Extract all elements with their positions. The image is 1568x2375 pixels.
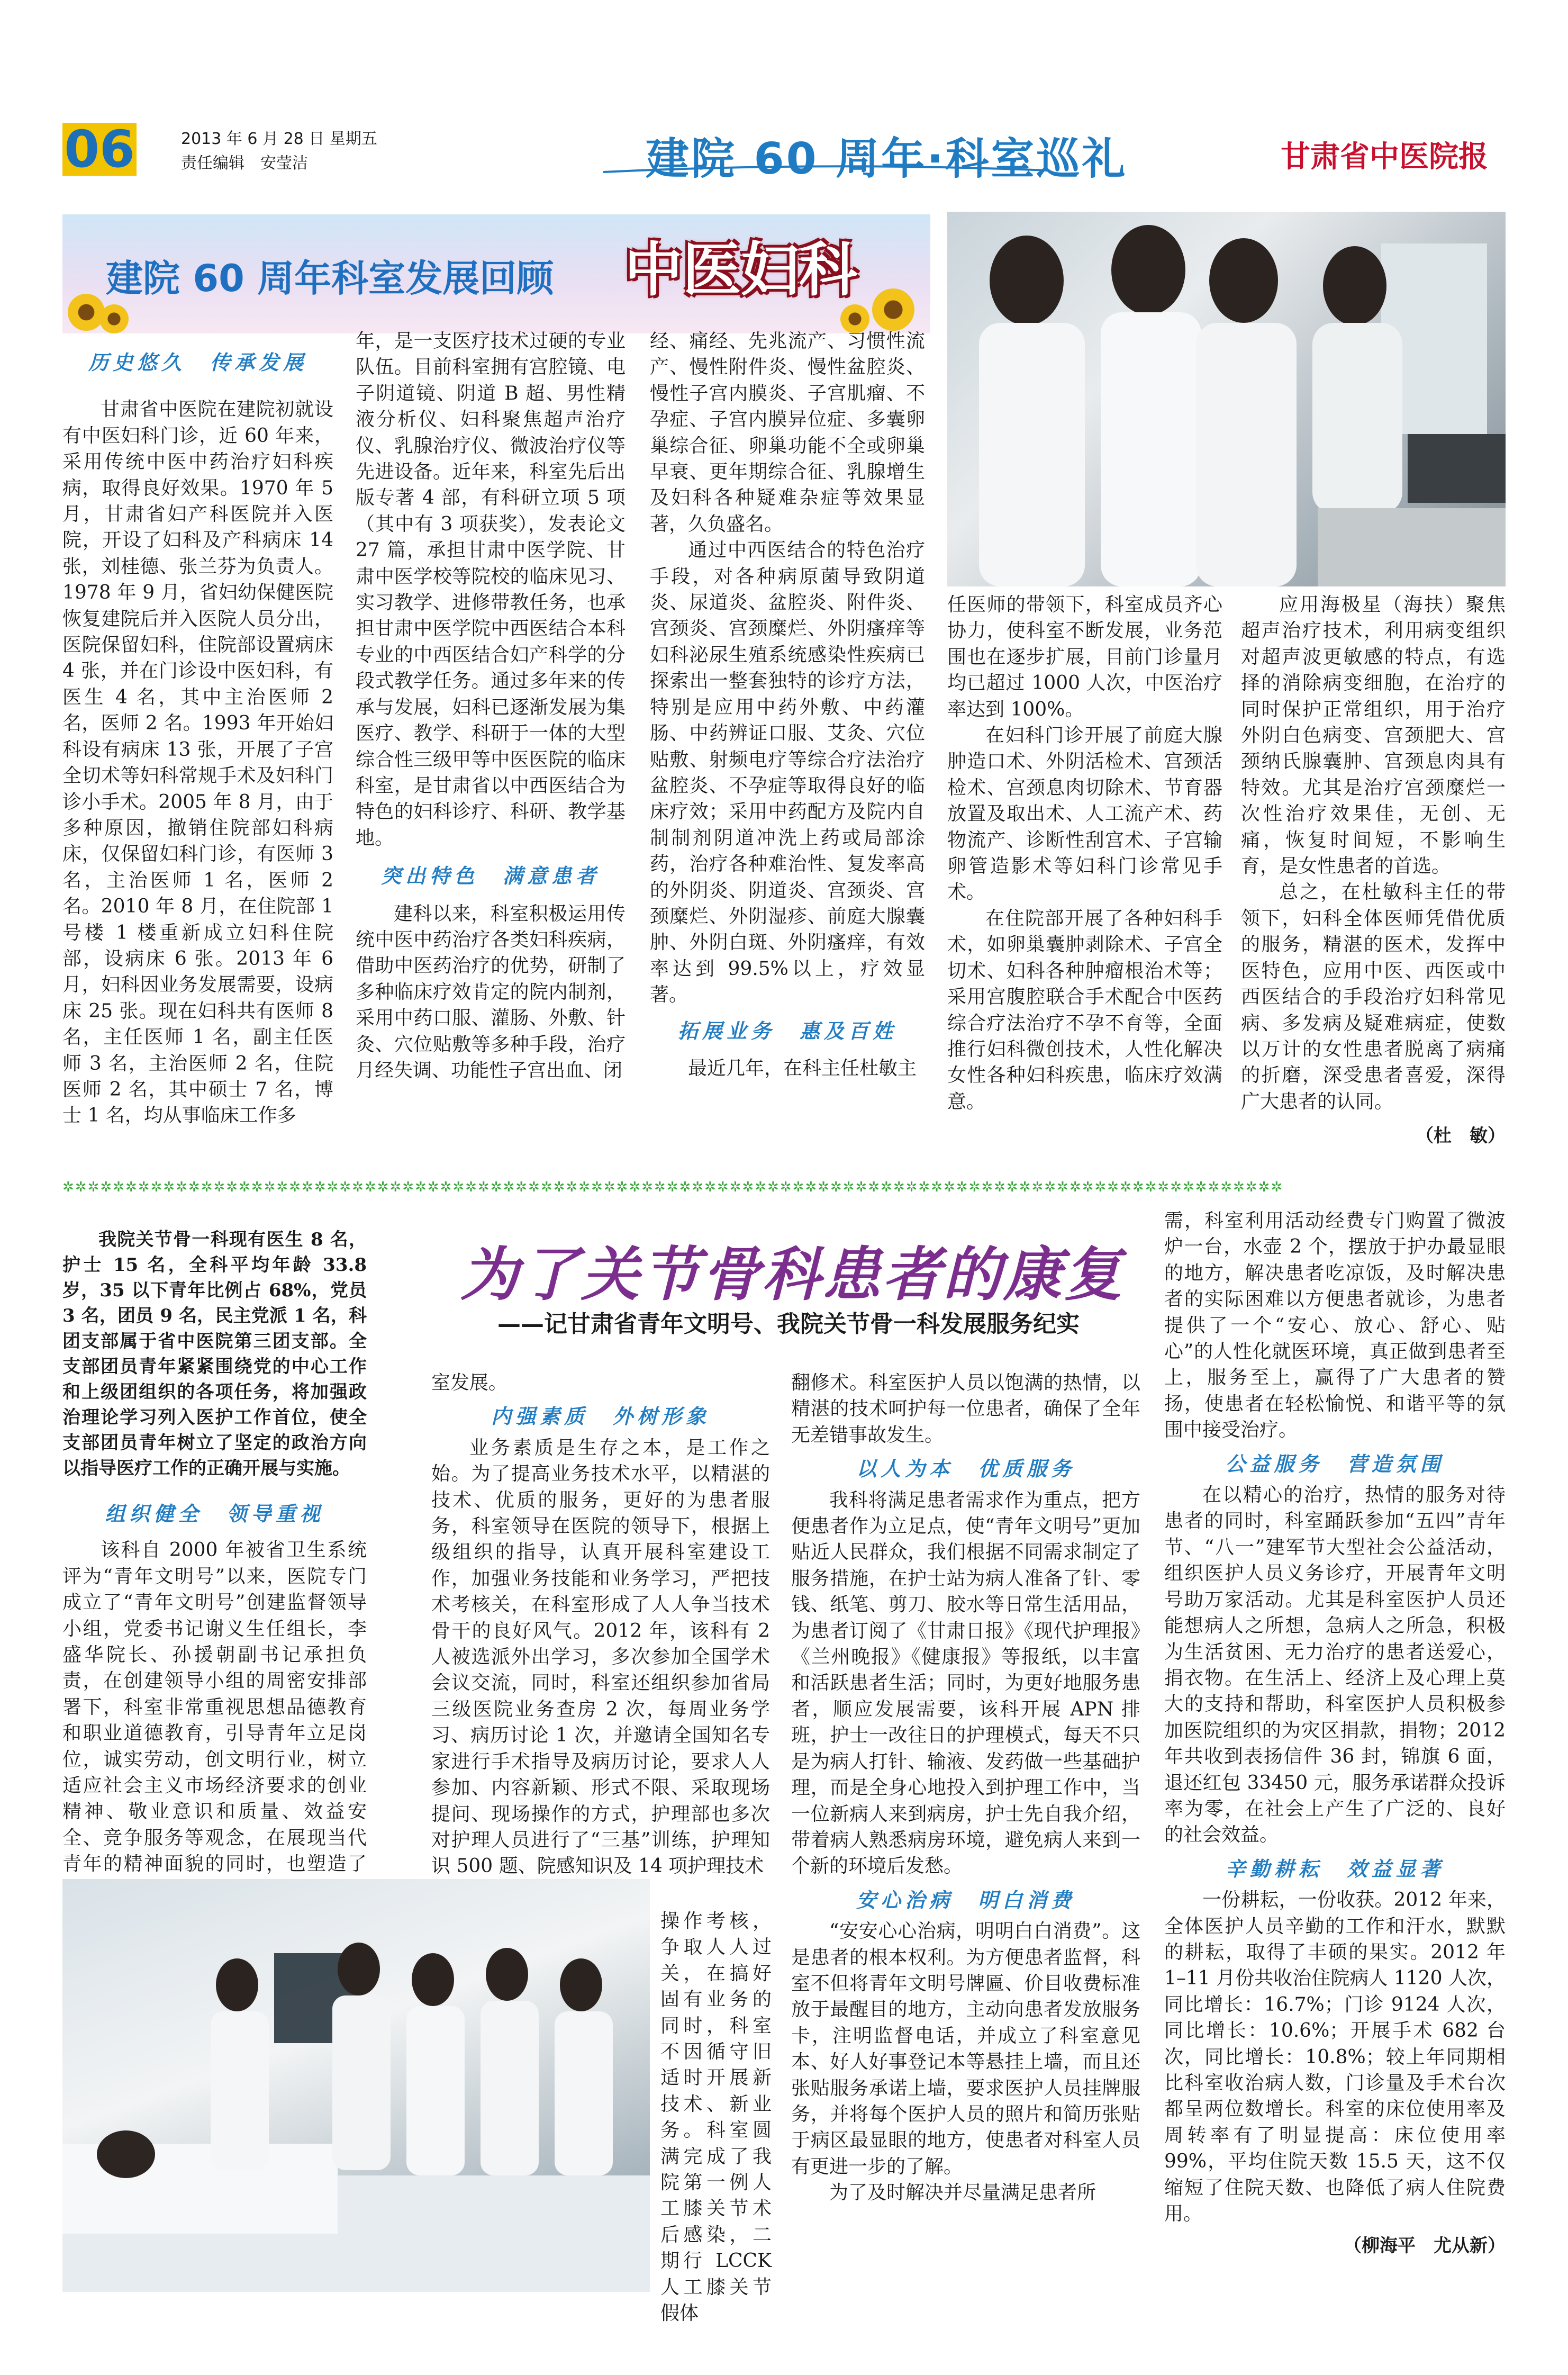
paragraph: 需，科室利用活动经费专门购置了微波炉一台，水壶 2 个，摆放于护办最显眼的地方，解决患者吃凉饭，及时解决患者的实际困难以方便患者就诊，为患者提供了一个“安心、放心、舒心、贴心”的人性化就医环境，真正做到患者至上，服务至上，赢得了广大患者的赞扬，使患者在轻松愉悦、和谐平等的氛围中接受治疗。	[1164, 1210, 1506, 1441]
section-subhead: 公益服务 营造氛围	[1225, 1451, 1445, 1476]
section-subhead: 安心治病 明白消费	[856, 1888, 1075, 1912]
issue-info	[181, 127, 377, 176]
ward-rounds-illustration	[62, 1879, 650, 2292]
paragraph: 在以精心的治疗，热情的服务对待患者的同时，科室踊跃参加“五四”青年节、“八一”建军节大型社会公益活动，组织医护人员义务诊疗，开展青年文明号助万家活动。尤其是科室医护人员还能想病人之所想，急病人之所急，积极为生活贫困、无力治疗的患者送爱心，捐衣物。在生活上、经济上及心理上莫大的支持和帮助，科室医护人员积极参加医院组织的为灾区捐款，捐物；2012 年共收到表扬信件 36 封，锦旗 6 面，退还红包 33450 元，服务承诺群众投诉率为零，在社会上产生了广泛的、良好的社会效益。	[1164, 1484, 1506, 1846]
paragraph: 总之，在杜敏科主任的带领下，妇科全体医师凭借优质的服务，精湛的医术，发挥中医特色，应用中医、西医或中西医结合的手段治疗妇科常见病、多发病及疑难病症，使数以万计的女性患者脱离了病痛的折磨，深受患者喜爱，深得广大患者的认同。	[1241, 881, 1506, 1113]
paragraph: 室发展。	[431, 1372, 508, 1394]
section-subhead: 突出特色 满意患者	[380, 864, 600, 888]
section-title-swoosh	[603, 164, 1048, 175]
paragraph: 我科将满足患者需求作为重点，把方便患者作为立足点，使“青年文明号”更加贴近人民群众，我们根据不同需求制定了服务措施，在护士站为病人准备了针、零钱、纸笔、剪刀、胶水等日常生活用品，为患者订阅了《甘肃日报》《现代护理报》《兰州晚报》《健康报》等报纸，以丰富和活跃患者生活；同时，为更好地服务患者，顺应发展需要，该科开展 APN 排班，护士一改往日的护理模式，每天不只是为病人打针、输液、发药做一些基础护理，而是全身心地投入到护理工作中，当一位新病人来到病房，护士先自我介绍，带着病人熟悉病房环境，避免病人来到一个新的环境后发愁。	[791, 1489, 1140, 1877]
sunflower-decoration	[99, 304, 129, 333]
article-column-2	[431, 1370, 770, 1880]
paragraph: 一份耕耘，一份收获。2012 年来，全体医护人员辛勤的工作和汗水，默默的耕耘，取得了丰硕的果实。2012 年 1–11 月份共收治住院病人 1120 人次，同比增长：16.7%；门诊 9124 人次，同比增长：10.6%；开展手术 682 台次，同比增长：10.8%；较上年同期相比科室收治病人数，门诊量及手术台次都呈两位数增长。科室的床位使用率及周转率有了明显提高：床位使用率 99%，平均住院天数 15.5 天，这不仅缩短了住院天数、也降低了病人住院费用。	[1164, 1889, 1506, 2225]
section-subhead: 辛勤耕耘 效益显著	[1225, 1856, 1445, 1881]
sunflower-decoration	[872, 288, 914, 331]
article-subheadline: ——记甘肃省青年文明号、我院关节骨一科发展服务纪实	[497, 1311, 1080, 1338]
author-byline: （杜 敏）	[1416, 1125, 1506, 1147]
paragraph: 翻修术。科室医护人员以饱满的热情，以精湛的技术呵护每一位患者，确保了全年无差错事故发生。	[791, 1372, 1140, 1446]
paragraph: 任医师的带领下，科室成员齐心协力，使科室不断发展，业务范围也在逐步扩展，目前门诊量月均已超过 1000 人次，中医治疗率达到 100%。	[947, 594, 1222, 720]
department-name: 中医妇科	[624, 236, 857, 304]
article-column-2-continued	[660, 1908, 772, 2327]
paragraph: 建科以来，科室积极运用传统中医中药治疗各类妇科疾病，借助中医药治疗的优势，研制了多种临床疗效肯定的院内制剂，采用中药口服、灌肠、外敷、针灸、穴位贴敷等多种手段，治疗月经失调、功能性子宫出血、闭	[356, 902, 626, 1081]
paragraph: “安安心心治病，明明白白消费”。这是患者的根本权利。为方便患者监督，科室不但将青年文明号牌匾、价目收费标准放于最醒目的地方，主动向患者发放服务卡，注明监督电话，并成立了科室意见本、好人好事登记本等悬挂上墙，而且还张贴服务承诺上墙，要求医护人员挂牌服务，并将每个医护人员的照片和简历张贴于病区最显眼的地方，使患者对科室人员有更进一步的了解。	[791, 1920, 1140, 2178]
banner-title: 建院 60 周年科室发展回顾	[106, 257, 554, 300]
paragraph: 甘肃省中医院在建院初就设有中医妇科门诊，近 60 年来，采用传统中医中药治疗妇科疾病，取得良好效果。1970 年 5 月，甘肃省妇产科医院并入医院，开设了妇科及产科病床 14 张，刘桂德、张兰芬为负责人。1978 年 9 月，省妇幼保健医院恢复建院后并入医院人员分出，医院保留妇科，住院部设置病床 4 张，并在门诊设中医妇科，有医生 4 名，其中主治医师 2 名，医师 2 名。1993 年开始妇科设有病床 13 张，开展了子宫全切术等妇科常规手术及妇科门诊小手术。2005 年 8 月，由于多种原因，撤销住院部妇科病床，仅保留妇科门诊，有医师 3 名，主治医师 1 名，医师 2 名。2010 年 8 月，在住院部 1 号楼 1 楼重新成立妇科住院部，设病床 6 张。2013 年 6 月，妇科因业务发展需要，设病床 25 张。现在妇科共有医师 8 名，主任医师 1 名，副主任医师 3 名，主治医师 2 名，住院医师 2 名，其中硕士 7 名，博士 1 名，均从事临床工作多	[62, 399, 333, 1127]
paragraph: 我院关节骨一科现有医生 8 名，护士 15 名，全科平均年龄 33.8 岁，35 以下青年比例占 68%，党员 3 名，团员 9 名，民主党派 1 名，科团支部属于省中医院第三团支部。全支部团员青年紧紧围绕党的中心工作和上级团组织的各项任务，将加强政治理论学习列入医护工作首位，使全支部团员青年树立了坚定的政治方向以指导医疗工作的正确开展与实施。	[62, 1229, 367, 1479]
paragraph: 年，是一支医疗技术过硬的专业队伍。目前科室拥有宫腔镜、电子阴道镜、阴道 B 超、男性精液分析仪、妇科聚焦超声治疗仪、乳腺治疗仪、微波治疗仪等先进设备。近年来，科室先后出版专著 4 部，有科研立项 5 项（其中有 3 项获奖），发表论文 27 篇，承担甘肃中医学院、甘肃中医学校等院校的临床见习、实习教学、进修带教任务，也承担甘肃中医学院中西医结合本科专业的中西医结合妇产科学的分段式教学任务。通过多年来的传承与发展，妇科已逐渐发展为集医疗、教学、科研于一体的大型综合性三级甲等中医医院的临床科室，是甘肃省以中西医结合为特色的妇科诊疗、科研、教学基地。	[356, 330, 626, 849]
issue-date: 2013 年 6 月 28 日 星期五	[181, 130, 377, 148]
section-subhead: 历史悠久 传承发展	[88, 350, 307, 374]
paragraph: 经、痛经、先兆流产、习惯性流产、慢性附件炎、慢性盆腔炎、慢性子宫内膜炎、子宫肌瘤、不孕症、子宫内膜异位症、多囊卵巢综合征、卵巢功能不全或卵巢早衰、更年期综合征、乳腺增生及妇科各种疑难杂症等效果显著，久负盛名。	[650, 330, 925, 535]
page-number: 06	[62, 123, 137, 176]
paragraph: 最近几年，在科主任杜敏主	[688, 1057, 917, 1079]
paragraph: 该科自 2000 年被省卫生系统评为“青年文明号”以来，医院专门成立了“青年文明号”创建监督领导小组，党委书记谢义生任组长，李盛华院长、孙援朝副书记承担负责，在创建领导小组的周密安排部署下，科室非常重视思想品德教育和职业道德教育，引导青年立足岗位，诚实劳动，创文明行业，树立适应社会主义市场经济要求的创业精神、敬业意识和质量、效益安全、竞争服务等观念，在展现当代青年的精神面貌的同时，也塑造了	[62, 1539, 367, 1875]
section-subhead: 内强素质 外树形象	[491, 1404, 710, 1429]
paragraph: 操作考核，争取人人过关，在搞好固有业务的同时，科室不因循守旧适时开展新技术、新业务。科室圆满完成了我院第一例人工膝关节术后感染，二期行 LCCK 人工膝关节假体	[660, 1910, 772, 2325]
paragraph: 通过中西医结合的特色治疗手段，对各种病原菌导致阴道炎、尿道炎、盆腔炎、附件炎、宫颈炎、宫颈糜烂、外阴瘙痒等妇科泌尿生殖系统感染性疾病已探索出一整套独特的诊疗方法，特别是应用中药外敷、中药灌肠、中药辨证口服、艾灸、穴位贴敷、射频电疗等综合疗法治疗盆腔炎、不孕症等取得良好的临床疗效；采用中药配方及院内自制制剂阴道冲洗上药或局部涂药，治疗各种难治性、复发率高的外阴炎、阴道炎、宫颈炎、宫颈糜烂、外阴湿疹、前庭大腺囊肿、外阴白斑、外阴瘙痒，有效率达到 99.5%以上，疗效显著。	[650, 539, 925, 1006]
editor-credit: 责任编辑 安莹洁	[181, 154, 308, 173]
paragraph: 在住院部开展了各种妇科手术，如卵巢囊肿剥除术、子宫全切术、妇科各种肿瘤根治术等；采用宫腹腔联合手术配合中医药综合疗法治疗不孕不育等，全面推行妇科微创技术，人性化解决女性各种妇科疾患，临床疗效满意。	[947, 907, 1222, 1113]
article-intro	[62, 1227, 367, 1481]
article-headline: 为了关节骨科患者的康复	[460, 1241, 1124, 1308]
section-title: 建院 60 周年·科室巡礼	[646, 134, 1128, 184]
paragraph: 应用海极星（海扶）聚焦超声治疗技术，利用病变组织对超声波更敏感的特点，有选择的消除病变细胞，在治疗的同时保护正常组织，用于治疗外阴白色病变、宫颈肥大、宫颈纳氏腺囊肿、宫颈息肉具有特效。尤其是治疗宫颈糜烂一次性治疗效果佳，无创、无痛，恢复时间短，不影响生育，是女性患者的首选。	[1241, 594, 1506, 878]
article-column-2	[356, 328, 626, 1083]
section-subhead: 拓展业务 惠及百姓	[677, 1018, 897, 1043]
paragraph: 业务素质是生存之本，是工作之始。为了提高业务技术水平，以精湛的技术、优质的服务，更好的为患者服务，科室领导在医院的领导下，根据上级组织的指导，认真开展科室建设工作，加强业务技能和业务学习，严把技术考核关，在科室形成了人人争当技术骨干的良好风气。2012 年，该科有 2 人被选派外出学习，多次参加全国学术会议交流，同时，科室还组织参加省局三级医院业务查房 2 次，每周业务学习、病历讨论 1 次，并邀请全国知名专家进行手术指导及病历讨论，要求人人参加、内容新颖、形式不限、采取现场提问、现场操作的方式，护理部也多次对护理人员进行了“三基”训练，护理知识 500 题、院感知识及 14 项护理技术	[431, 1437, 770, 1877]
doctors-photo	[947, 212, 1506, 586]
section-subhead: 以人为本 优质服务	[856, 1457, 1075, 1481]
star-divider: ✲✲✲✲✲✲✲✲✲✲✲✲✲✲✲✲✲✲✲✲✲✲✲✲✲✲✲✲✲✲✲✲✲✲✲✲✲✲✲✲✲✲✲✲✲✲✲✲✲✲✲✲✲✲✲✲✲✲✲✲✲✲✲✲✲✲✲✲✲✲✲✲✲✲✲✲✲✲✲✲✲✲✲✲✲✲✲✲✲✲✲✲✲✲✲✲✲	[62, 1179, 1284, 1195]
article-column-1	[62, 349, 333, 1129]
section-subhead: 组织健全 领导重视	[105, 1502, 324, 1525]
paragraph: 为了及时解决并尽量满足患者所	[829, 2182, 1096, 2204]
paragraph: 在妇科门诊开展了前庭大腺肿造口术、外阴活检术、宫颈活检术、宫颈息肉切除术、节育器放置及取出术、人工流产术、药物流产、诊断性刮宫术、子宫输卵管造影术等妇科门诊常见手术。	[947, 725, 1222, 904]
sunflower-decoration	[68, 294, 105, 331]
article-column-5	[1241, 592, 1506, 1150]
author-byline: （柳海平 尤从新）	[1344, 2235, 1506, 2257]
newspaper-masthead: 甘肃省中医院报	[1281, 139, 1488, 174]
article-column-4	[947, 592, 1222, 1115]
article-column-4	[1164, 1208, 1506, 2260]
ward-rounds-photo	[62, 1879, 650, 2292]
article-column-3	[650, 328, 925, 1081]
article-column-3	[791, 1370, 1140, 2206]
doctors-photo-illustration	[947, 212, 1506, 586]
